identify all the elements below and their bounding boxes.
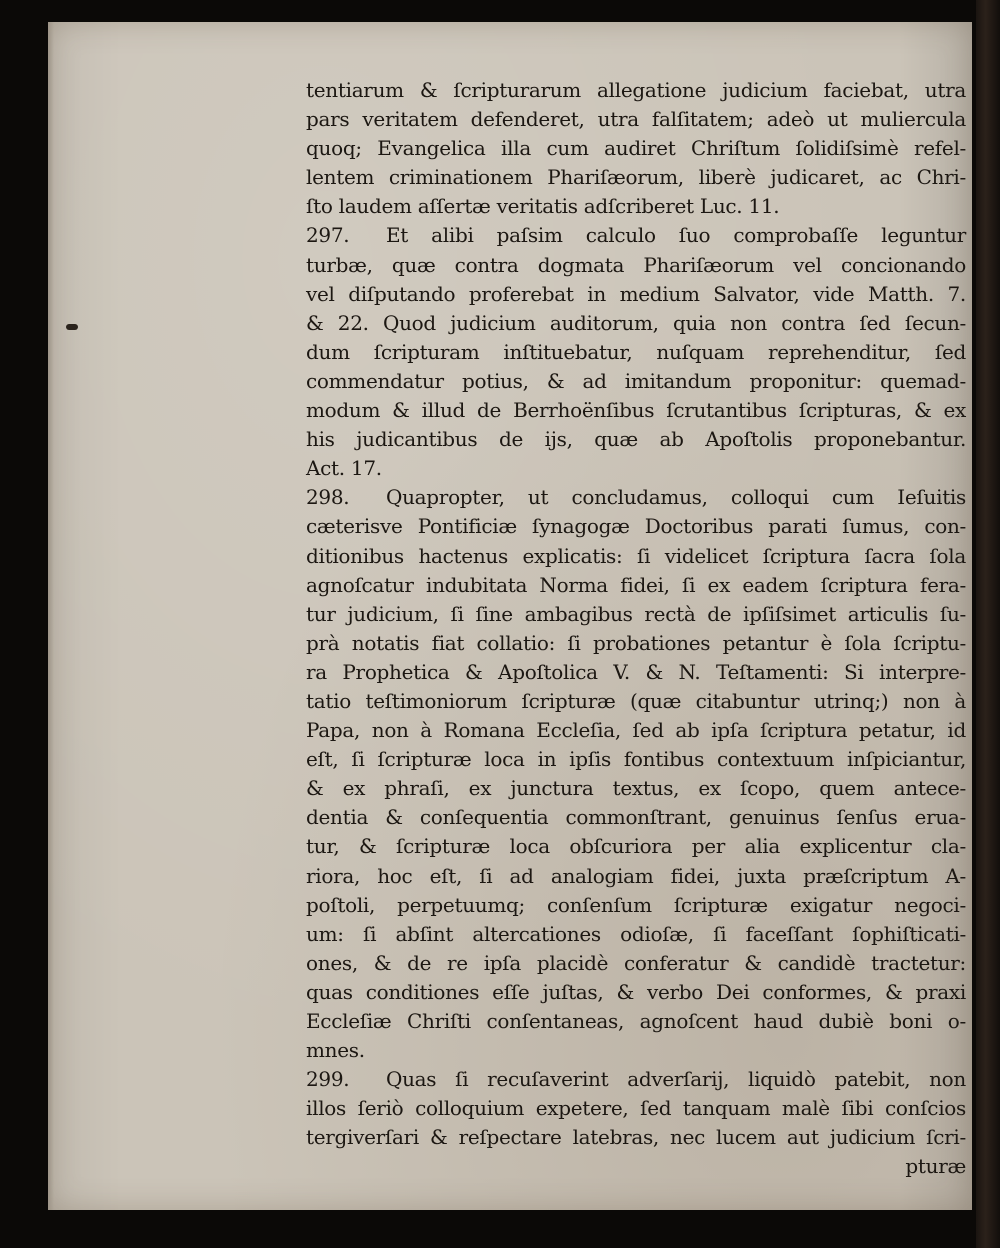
ink-stain <box>66 324 78 330</box>
text-line: tur judicium, ſi ſine ambagibus rectà de ipſiſsimet articulis ſu- <box>306 601 966 626</box>
text-line: ra Prophetica & Apoſtolica V. & N. Teſtamenti: Si interpre- <box>306 659 966 684</box>
text-line: tur, & ſcripturæ loca obſcuriora per alia explicentur cla- <box>306 834 966 859</box>
paragraph-start-299 <box>306 1065 966 1094</box>
page-fold-shadow <box>48 22 54 1210</box>
text-line: dum ſcripturam inſtituebatur, nuſquam reprehenditur, ſed <box>306 339 966 364</box>
text-line: ones, & de re ipſa placidè conferatur & candidè tractetur: <box>306 950 966 975</box>
paragraph-text: Quas ſi recuſaverint adverſarij, liquidò patebit, non <box>386 1067 966 1092</box>
text-line: eſt, ſi ſcripturæ loca in ipſis fontibus contextuum inſpiciantur, <box>306 747 966 772</box>
text-line: ditionibus hactenus explicatis: ſi videlicet ſcriptura ſacra ſola <box>306 543 966 568</box>
text-line: poſtoli, perpetuumq; conſenſum ſcripturæ exigatur negoci- <box>306 892 966 917</box>
text-line: quoq; Evangelica illa cum audiret Chriſtum ſolidiſsimè refel- <box>306 136 966 161</box>
catchword: pturæ <box>905 1154 966 1179</box>
text-line: commendatur potius, & ad imitandum proponitur: quemad- <box>306 368 966 393</box>
text-line: Eccleſiæ Chriſti conſentaneas, agnoſcent haud dubiè boni o- <box>306 1009 966 1033</box>
text-line: dentia & conſequentia commonſtrant, genuinus ſenſus erua- <box>306 805 966 830</box>
text-block <box>306 76 966 1182</box>
text-line: um: ſi abſint altercationes odioſæ, ſi faceſſant ſophiſticati- <box>306 921 966 946</box>
paragraph-start-297 <box>306 221 966 250</box>
text-line: prà notatis fiat collatio: ſi probationes petantur è ſola ſcriptu- <box>306 630 966 655</box>
text-line: tergiverſari & reſpectare latebras, nec lucem aut judicium ſcri- <box>306 1125 966 1150</box>
text-line: quas conditiones eſſe juſtas, & verbo Dei conformes, & praxi <box>306 979 966 1004</box>
text-line: cæterisve Pontificiæ ſynagogæ Doctoribus parati ſumus, con- <box>306 514 966 539</box>
paragraph-number: 297. <box>306 223 350 248</box>
text-line: Act. 17. <box>306 456 382 481</box>
text-line: modum & illud de Berrhoënſibus ſcrutantibus ſcripturas, & ex <box>306 398 966 423</box>
text-line: lentem criminationem Phariſæorum, liberè judicaret, ac Chri- <box>306 165 966 190</box>
text-line: & ex phraſi, ex junctura textus, ex ſcopo, quem antece- <box>306 776 966 801</box>
text-line: tentiarum & ſcripturarum allegatione judicium faciebat, utra <box>306 78 966 102</box>
text-line: pars veritatem defenderet, utra falſitatem; adeò ut muliercula <box>306 107 966 132</box>
text-line: illos ſeriò colloquium expetere, ſed tanquam malè ſibi conſcios <box>306 1096 966 1121</box>
text-line: his judicantibus de ijs, quæ ab Apoſtolis proponebantur. <box>306 427 966 452</box>
text-line: vel diſputando proferebat in medium Salvator, vide Matth. 7. <box>306 281 966 306</box>
text-line: ſto laudem aſſertæ veritatis adſcriberet Luc. 11. <box>306 194 780 219</box>
text-line: mnes. <box>306 1038 365 1063</box>
paragraph-start-298 <box>306 483 966 512</box>
text-line: agnoſcatur indubitata Norma fidei, ſi ex eadem ſcriptura fera- <box>306 572 966 597</box>
text-line: turbæ, quæ contra dogmata Phariſæorum vel concionando <box>306 252 966 277</box>
paragraph-text: Et alibi paſsim calculo ſuo comprobaſſe leguntur <box>386 223 966 248</box>
paragraph-number: 299. <box>306 1067 350 1092</box>
paragraph-number: 298. <box>306 485 350 510</box>
text-line: Papa, non à Romana Eccleſia, ſed ab ipſa ſcriptura petatur, id <box>306 718 966 743</box>
text-line: & 22. Quod judicium auditorum, quia non contra ſed ſecun- <box>306 310 966 335</box>
binding-edge <box>976 0 1000 1248</box>
text-line: riora, hoc eſt, ſi ad analogiam fidei, juxta præſcriptum A- <box>306 863 966 888</box>
text-line: tatio teſtimoniorum ſcripturæ (quæ citabuntur utrinq;) non à <box>306 688 966 713</box>
paragraph-text: Quapropter, ut concludamus, colloqui cum Ieſuitis <box>386 485 966 510</box>
